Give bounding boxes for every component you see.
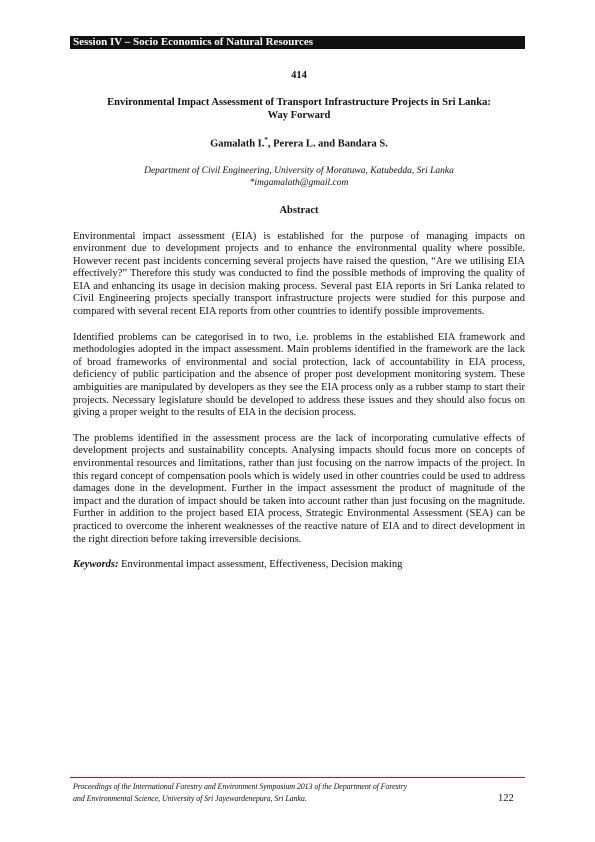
paper-body	[73, 70, 525, 572]
session-title: Session IV – Socio Economics of Natural Resources	[73, 36, 314, 48]
abstract-paragraph-2: Identified problems can be categorised in to two, i.e. problems in the established EIA framework and methodologies adopted in the impact assessment. Main problems identified in the framework are the lack of broad frameworks of environmental and social protection, lack of accountability in EIA process, deficiency of public participation and the absence of proper post development monitoring system. These ambiguities are manipulated by developers as they see the EIA process only as a rubber stamp to start their projects. Necessary legislature should be developed to address these issues and they should also focus on giving a proper weight to the results of EIA in the decision process.	[73, 331, 525, 419]
keywords-text: Environmental impact assessment, Effectiveness, Decision making	[121, 559, 403, 571]
footer-line-1: Proceedings of the International Forestry and Environment Symposium 2013 of the Department of Forestry	[73, 782, 408, 791]
authors	[73, 136, 525, 150]
paper-title-line1: Environmental Impact Assessment of Transport Infrastructure Projects in Sri Lanka:	[107, 97, 491, 108]
keywords	[73, 559, 525, 572]
author-email: *imgamalath@gmail.com	[249, 177, 349, 188]
affiliation: Department of Civil Engineering, University of Moratuwa, Katubedda, Sri Lanka	[144, 165, 454, 176]
corresponding-author-mark: *	[264, 136, 268, 144]
session-header	[70, 36, 525, 49]
affiliation-block	[73, 165, 525, 189]
footer-citation	[73, 781, 473, 805]
footer-divider	[70, 777, 525, 778]
author-1: Gamalath I.	[210, 138, 265, 150]
authors-rest: , Perera L. and Bandara S.	[267, 138, 388, 150]
abstract-paragraph-1: Environmental impact assessment (EIA) is established for the purpose of managing impacts on environment due to development projects and to enhance the environmental quality where possible. However recent past incidents concerning several projects have raised the question, “Are we utilising EIA effectively?” Therefore this study was conducted to find the possible methods of improving the quality of EIA and enhancing its usage in decision making process. Several past EIA reports in Sri Lanka related to Civil Engineering projects specially transport infrastructure projects were studied for this purpose and compared with several recent EIA reports from other countries to identify possible improvements.	[73, 230, 525, 318]
keywords-label: Keywords:	[73, 559, 119, 571]
abstract-heading: Abstract	[279, 204, 319, 216]
paper-title	[73, 96, 525, 122]
page-number: 122	[498, 793, 514, 804]
abstract-paragraph-3: The problems identified in the assessment process are the lack of incorporating cumulative effects of development projects and sustainability concepts. Analysing impacts should focus more on concepts of environmental resources and limitations, rather than just focusing on the narrow impacts of the project. In this regard concept of compensation pools which is widely used in other countries could be used to address damages done in the development. Further in the impact assessment the product of magnitude of the impact and the duration of impact should be taken into account rather than just focusing on the magnitude. Further in addition to the project based EIA process, Strategic Environmental Assessment (SEA) can be practiced to overcome the inherent weaknesses of the reactive nature of EIA and to direct development in the right direction before taking irreversible decisions.	[73, 432, 525, 545]
paper-title-line2: Way Forward	[267, 110, 331, 121]
footer-line-2: and Environmental Science, University of Sri Jayewardenepura, Sri Lanka.	[73, 794, 307, 803]
paper-number: 414	[291, 70, 307, 81]
